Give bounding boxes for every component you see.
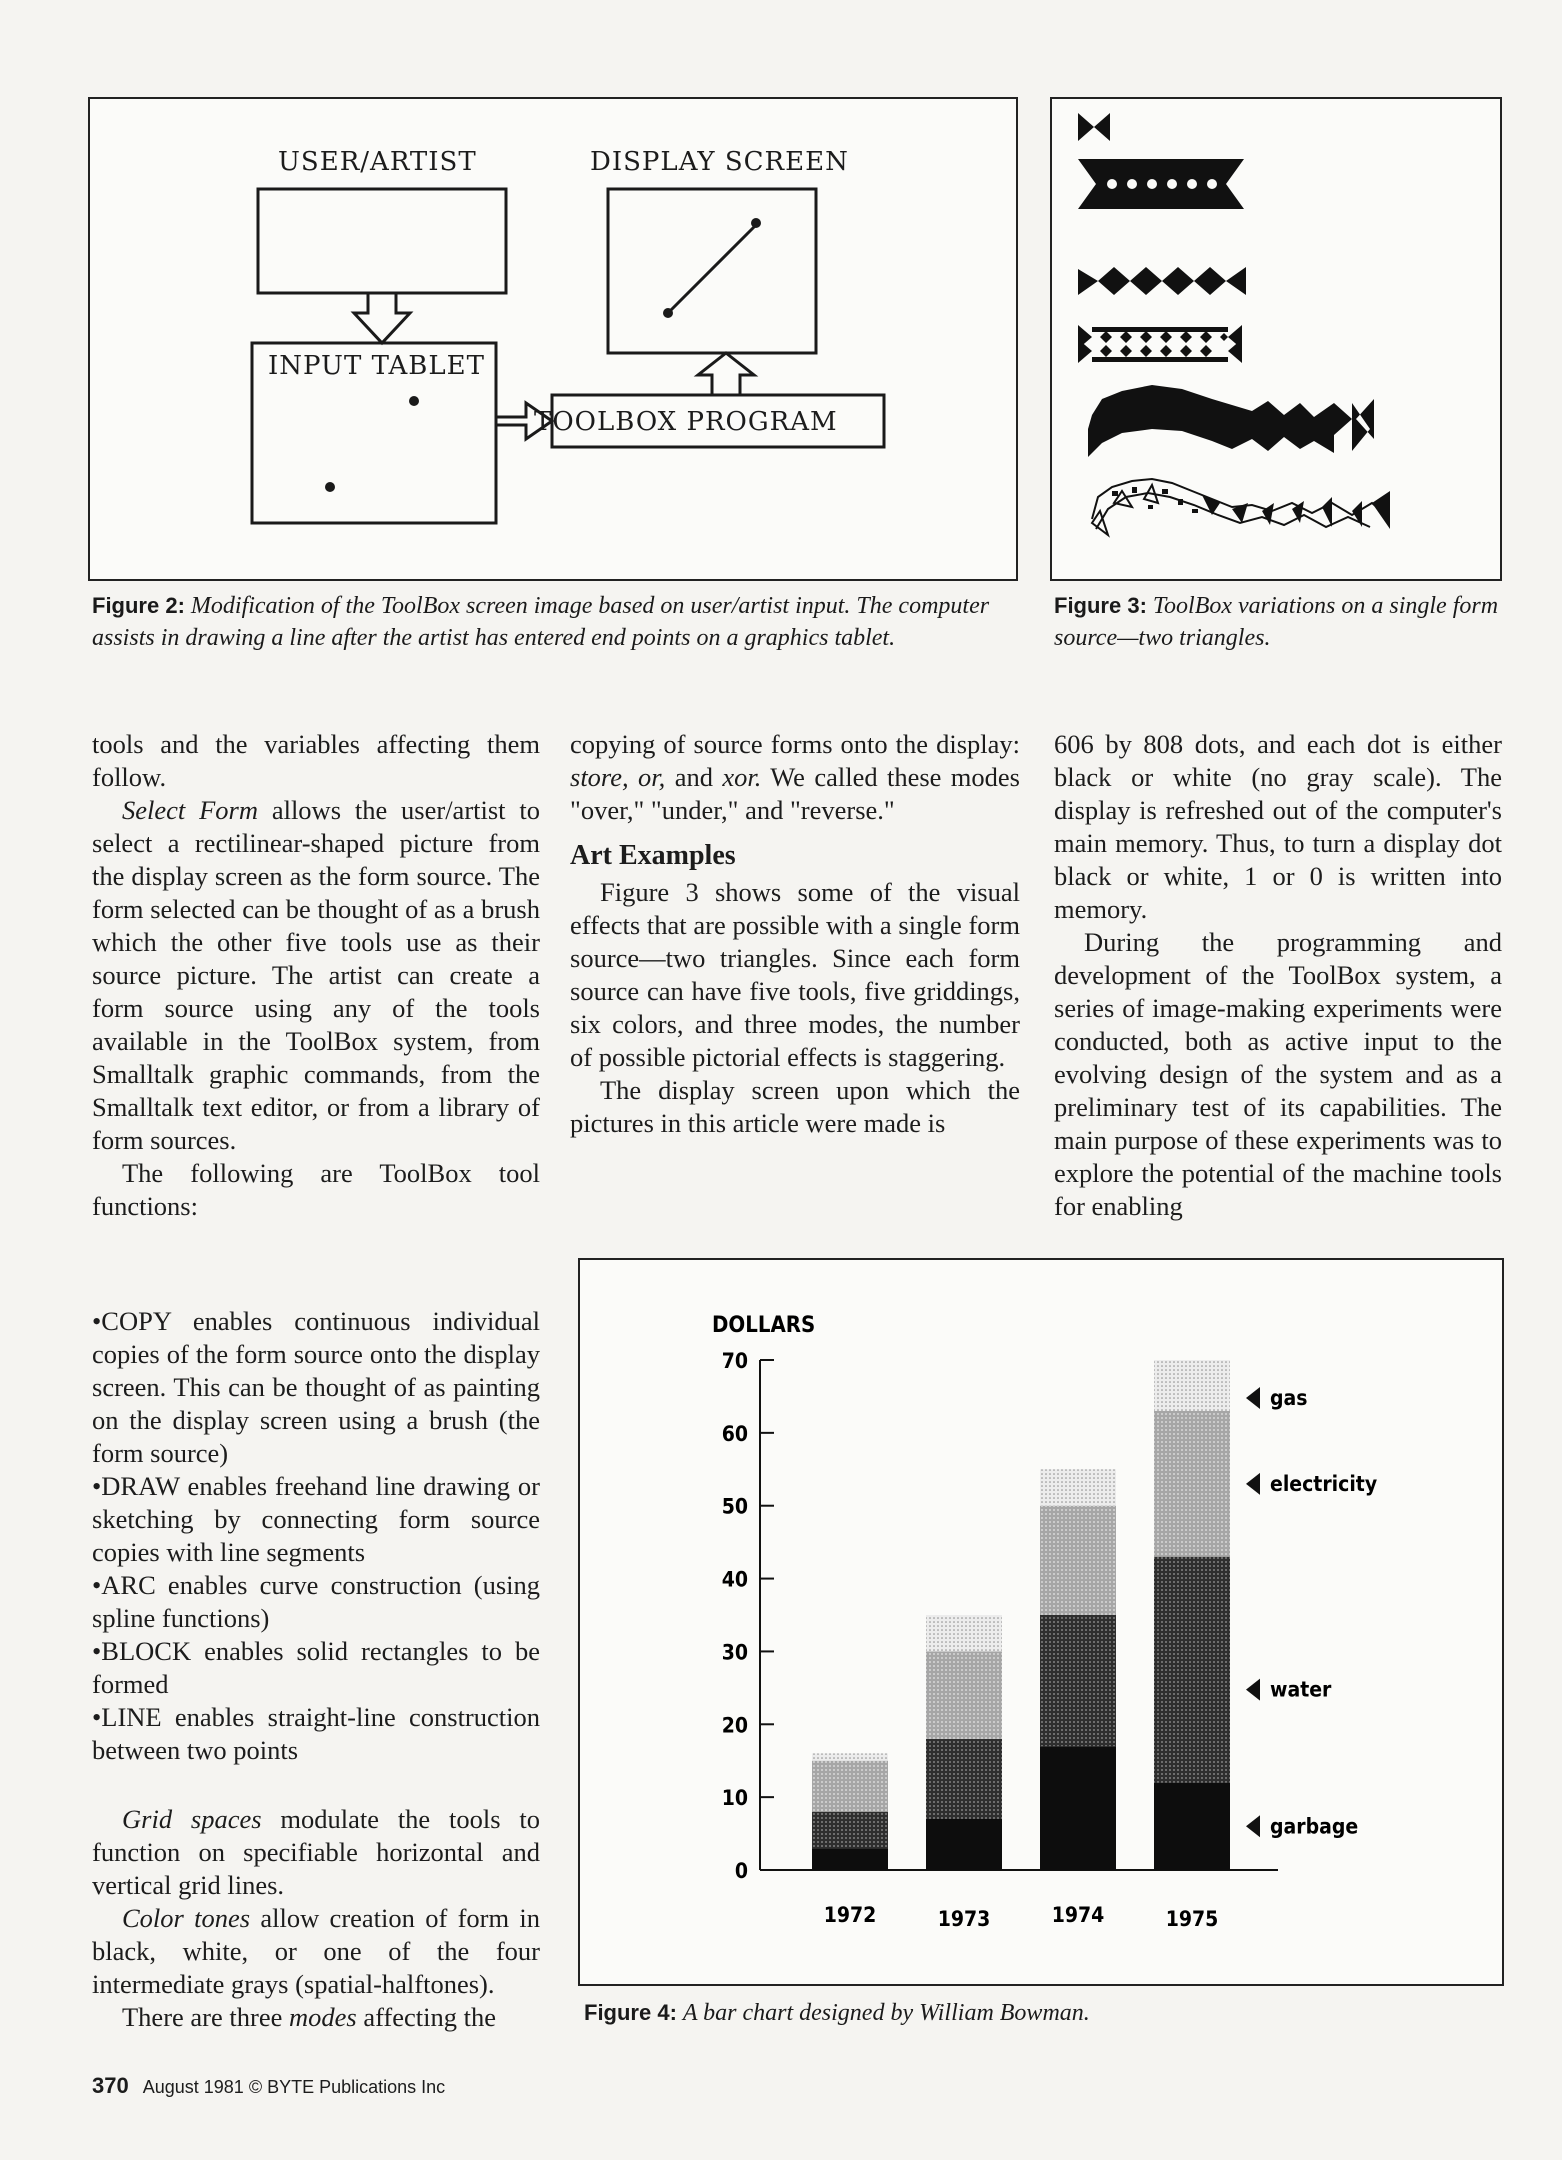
legend-arrow-garbage — [1246, 1815, 1260, 1837]
bar-gas-1973 — [926, 1615, 1002, 1651]
toolbox-program-box — [552, 395, 884, 447]
tool-block: •BLOCK enables solid rectangles to be formed — [92, 1636, 540, 1699]
diamond-grid — [1078, 325, 1242, 363]
col2-para-3: The display screen upon which the pictures in this article were made is — [570, 1075, 1020, 1138]
col2-para-1-b: We called these modes "over," "under," and "reverse." — [570, 762, 1020, 825]
figure-2-caption-text: Modification of the ToolBox screen image based on user/artist input. The computer assists in drawing a line after the artist has entered end points on a graphics tablet. — [92, 593, 990, 651]
modes-text-a: There are three — [122, 2002, 289, 2032]
x-tick-label: 1975 — [1165, 1907, 1219, 1931]
bar-water-1974 — [1040, 1615, 1116, 1746]
grid-spaces-term: Grid spaces — [122, 1804, 262, 1834]
select-form-term: Select Form — [122, 795, 258, 825]
col2-para-1-and: and — [665, 762, 723, 792]
input-tablet-box — [252, 343, 496, 523]
figure-3-caption-label: Figure 3: — [1054, 593, 1147, 618]
figure-3-caption-text: ToolBox variations on a single form source—two triangles. — [1054, 593, 1499, 651]
y-tick-label: 20 — [721, 1713, 748, 1738]
bar-gas-1975 — [1154, 1360, 1230, 1411]
dense-wave — [1088, 385, 1334, 457]
bar-water-1973 — [926, 1739, 1002, 1819]
modes-text-b: affecting the — [356, 2002, 497, 2032]
figure-3-caption — [1054, 590, 1508, 654]
y-tick-label: 70 — [721, 1349, 748, 1373]
arrow-tablet-to-toolbox — [496, 403, 552, 439]
bar-chart — [580, 1260, 1502, 1984]
mode-store-or: store, or, — [570, 762, 666, 792]
tool-arc: •ARC enables curve construction (using spline functions) — [92, 1570, 540, 1633]
bar-water-1975 — [1154, 1557, 1230, 1783]
col1-para-2 — [92, 794, 540, 1157]
figure-4-caption-label: Figure 4: — [584, 2000, 677, 2025]
publication-line: August 1981 © BYTE Publications Inc — [142, 2077, 446, 2097]
legend-label-water: water — [1270, 1677, 1332, 1702]
tablet-point-top — [409, 396, 419, 406]
y-tick-label: 10 — [721, 1786, 748, 1811]
bar-water-1972 — [812, 1812, 888, 1848]
col3-para-1: 606 by 808 dots, and each dot is either black or white (no gray scale). The display is refreshed out of the computer's main memory. Thus, to turn a display dot black or white, 1 or 0 is written into memory. — [1054, 729, 1502, 924]
x-tick-label: 1973 — [937, 1907, 991, 1931]
tablet-point-bottom — [325, 482, 335, 492]
y-tick-label: 30 — [721, 1640, 748, 1665]
col2-para-2: Figure 3 shows some of the visual effects that are possible with a single form source—two triangles. Since each form source can have five tools, five griddings, six colors, and three modes, the number of possible pictorial effects is staggering. — [570, 877, 1020, 1072]
legend-label-gas: gas — [1270, 1386, 1308, 1410]
drawn-line — [668, 225, 756, 313]
bar-garbage-1975 — [1154, 1783, 1230, 1870]
col1-para-3: The following are ToolBox tool functions: — [92, 1158, 540, 1221]
figure-4-frame — [578, 1258, 1504, 1986]
bar-electricity-1973 — [926, 1651, 1002, 1738]
tool-copy: •COPY enables continuous individual copies of the form source onto the display screen. This can be thought of as painting on the display screen using a brush (the form source) — [92, 1306, 540, 1468]
legend-arrow-electricity — [1246, 1473, 1260, 1495]
figure-2-frame — [88, 97, 1018, 581]
select-form-text: allows the user/artist to select a rectilinear-shaped picture from the display screen as the form source. The form selected can be thought of as a brush which the other five tools use as their source picture. The artist can create a form source using any of the tools available in the ToolBox system, from Smalltalk graphic commands, from the Smalltalk text editor, or from a library of form sources. — [92, 795, 540, 1155]
col1-para-1: tools and the variables affecting them follow. — [92, 729, 540, 792]
page-number: 370 — [92, 2073, 129, 2098]
x-tick-label: 1972 — [823, 1903, 877, 1927]
mode-xor: xor. — [722, 762, 762, 792]
y-axis-title: DOLLARS — [712, 1313, 816, 1338]
bar-garbage-1974 — [1040, 1746, 1116, 1870]
y-tick-label: 50 — [721, 1494, 748, 1519]
column-3-upper — [1054, 728, 1502, 1223]
bar-gas-1972 — [812, 1753, 888, 1760]
color-tones-para — [92, 1902, 540, 2001]
figure-2-caption — [92, 590, 1022, 654]
column-1-upper — [92, 728, 540, 1223]
toolbox-program-label: TOOLBOX PROGRAM — [534, 407, 838, 437]
y-tick-label: 40 — [721, 1567, 748, 1592]
arrow-user-to-tablet — [354, 293, 410, 343]
page-footer — [92, 2073, 445, 2099]
col3-para-2: During the programming and development of the ToolBox system, a series of image-making experiments were conducted, both as active input to the evolving design of the system and as a preliminary test of its capabilities. The main purpose of these experiments was to explore the potential of the machine tools for enabling — [1054, 927, 1502, 1221]
tool-draw: •DRAW enables freehand line drawing or sketching by connecting form source copies with line segments — [92, 1471, 540, 1567]
figure-4-caption-text: A bar chart designed by William Bowman. — [682, 2000, 1090, 2026]
figure-2-caption-label: Figure 2: — [92, 593, 185, 618]
color-tones-term: Color tones — [122, 1903, 251, 1933]
figure-2-diagram — [90, 99, 1016, 579]
y-tick-label: 0 — [734, 1859, 748, 1883]
legend-label-garbage: garbage — [1270, 1814, 1359, 1839]
column-2-upper — [570, 728, 1020, 1140]
figure-4-caption — [584, 1997, 1504, 2029]
bar-electricity-1972 — [812, 1761, 888, 1812]
triangle-variations — [1052, 99, 1500, 579]
bar-gas-1974 — [1040, 1469, 1116, 1505]
color-tones-text: allow creation of form in black, white, or one of the four intermediate grays (spatial-halftones). — [92, 1903, 540, 1999]
legend-arrow-water — [1246, 1679, 1260, 1701]
input-tablet-label: INPUT TABLET — [268, 351, 485, 381]
diamond-chain — [1078, 267, 1246, 295]
modes-term: modes — [288, 2002, 357, 2032]
bar-electricity-1975 — [1154, 1411, 1230, 1557]
tool-functions-list — [92, 1305, 540, 1767]
figure-3-frame — [1050, 97, 1502, 581]
y-tick-label: 60 — [721, 1421, 748, 1446]
arrow-toolbox-to-display — [698, 353, 754, 395]
legend-arrow-gas — [1246, 1387, 1260, 1409]
bar-garbage-1973 — [926, 1819, 1002, 1870]
legend-label-electricity: electricity — [1270, 1471, 1378, 1496]
bar-electricity-1974 — [1040, 1506, 1116, 1615]
grid-spaces-para — [92, 1803, 540, 1902]
column-1-lower — [92, 1803, 540, 2034]
display-screen-label: DISPLAY SCREEN — [590, 147, 849, 177]
grid-spaces-text: modulate the tools to function on specifiable horizontal and vertical grid lines. — [92, 1804, 540, 1900]
user-artist-box — [258, 189, 506, 293]
user-artist-label: USER/ARTIST — [278, 147, 477, 177]
bowtie-single — [1078, 113, 1110, 141]
tool-line: •LINE enables straight-line construction between two points — [92, 1702, 540, 1765]
display-endpoint-top — [751, 218, 761, 228]
col2-para-1-a: copying of source forms onto the display: — [570, 729, 1020, 759]
bowtie-band — [1078, 159, 1244, 209]
col2-para-1 — [570, 728, 1020, 827]
bar-garbage-1972 — [812, 1848, 888, 1870]
display-endpoint-bottom — [663, 308, 673, 318]
modes-para — [92, 2001, 540, 2034]
x-tick-label: 1974 — [1051, 1903, 1105, 1927]
art-examples-heading: Art Examples — [570, 840, 736, 871]
